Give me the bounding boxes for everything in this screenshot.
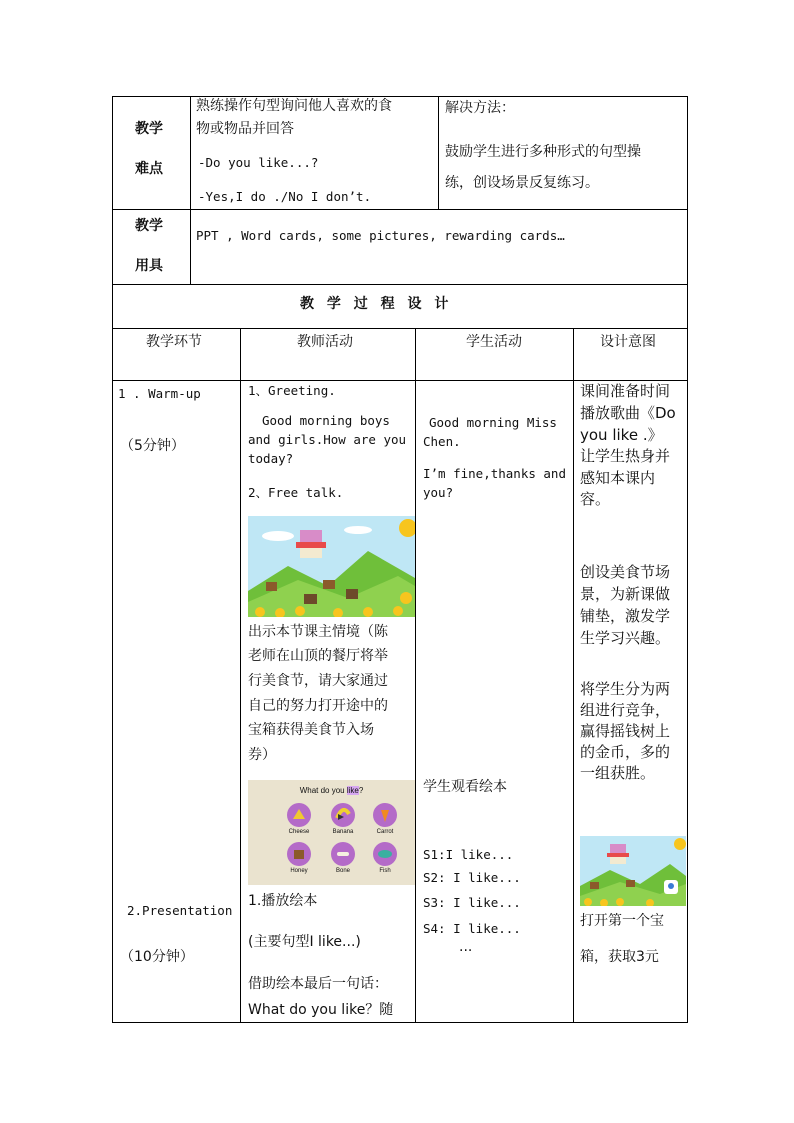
scene-line-2: 老师在山顶的餐厅将举 — [248, 648, 388, 664]
slide-title: What do you like? — [299, 786, 364, 795]
intent-p2-line-1: 创设美食节场 — [580, 563, 671, 581]
intent-p3-line-2: 组进行竞争， — [580, 701, 671, 719]
intent-p3-line-4: 的金币，多的 — [580, 743, 671, 761]
difficulty-line-1: 熟练操作句型询问他人喜欢的食 — [196, 98, 392, 114]
intent-p1-line-3: you like .》 — [580, 426, 663, 444]
solution-line-2: 练，创设场景反复练习。 — [445, 175, 599, 191]
teacher-play-book: 1.播放绘本 — [248, 893, 318, 909]
student-s2: S2: I like... — [423, 870, 521, 885]
food-label-cheese: Cheese — [288, 829, 310, 835]
student-s4: S4: I like... — [423, 921, 521, 936]
teacher-key-sentence: (主要句型I like...) — [248, 934, 361, 950]
scene-line-4: 自己的努力打开途中的 — [248, 698, 388, 714]
aids-label-2: 用具 — [135, 258, 163, 274]
solution-line-1: 鼓励学生进行多种形式的句型操 — [445, 144, 641, 160]
stage-warmup-time: （5分钟） — [120, 438, 185, 454]
intent-p4-line-1: 打开第一个宝 — [580, 913, 664, 929]
row-divider-1 — [112, 209, 688, 210]
teacher-last-line-2: What do you like？随 — [248, 1002, 394, 1018]
food-label-bone: Bone — [335, 868, 350, 874]
col-divider-a — [240, 328, 241, 1022]
scene-line-6: 券） — [248, 747, 276, 763]
intent-p1-line-2: 播放歌曲《Do — [580, 404, 676, 422]
intent-p1-line-1: 课间准备时间 — [580, 382, 671, 400]
aids-content: PPT , Word cards, some pictures, rewarding cards… — [196, 228, 565, 243]
teacher-greeting: 1、Greeting. — [248, 383, 336, 398]
header-stage: 教学环节 — [146, 334, 202, 350]
table-border-left — [112, 96, 113, 1023]
col-divider-c — [573, 328, 574, 1022]
aids-label-1: 教学 — [135, 218, 163, 234]
festival-scene-image — [248, 516, 415, 617]
teacher-free-talk: 2、Free talk. — [248, 485, 344, 500]
row-divider-3 — [112, 328, 688, 329]
student-watch: 学生观看绘本 — [423, 779, 507, 795]
student-s3: S3: I like... — [423, 895, 521, 910]
header-student: 学生活动 — [466, 334, 522, 350]
scene-line-1: 出示本节课主情境（陈 — [248, 624, 388, 640]
difficulty-line-2: 物或物品并回答 — [196, 121, 294, 137]
intent-p3-line-1: 将学生分为两 — [580, 680, 671, 698]
intent-p1-line-4: 让学生热身并 — [580, 447, 671, 465]
sentence-question: -Do you like...? — [198, 155, 319, 170]
food-label-carrot: Carrot — [376, 829, 394, 835]
student-reply-2: I’m fine,thanks and you? — [423, 466, 566, 500]
table-border-bottom — [112, 1022, 688, 1023]
teacher-last-line-1: 借助绘本最后一句话： — [248, 976, 388, 992]
intent-p2-line-2: 景，为新课做 — [580, 585, 671, 603]
difficulty-label-2: 难点 — [135, 161, 163, 177]
scene-line-3: 行美食节，请大家通过 — [248, 673, 388, 689]
food-label-honey: Honey — [290, 868, 308, 874]
picture-book-slide — [248, 780, 415, 885]
solution-title: 解决方法： — [445, 100, 515, 116]
row-divider-2 — [112, 284, 688, 285]
food-label-banana: Banana — [332, 829, 354, 835]
intent-p2-line-3: 铺垫，激发学 — [580, 607, 671, 625]
treasure-box-image — [580, 836, 686, 906]
stage-presentation-time: （10分钟） — [120, 949, 194, 965]
section-title: 教 学 过 程 设 计 — [300, 296, 453, 312]
scene-line-5: 宝箱获得美食节入场 — [248, 722, 374, 738]
student-reply-1: Good morning Miss Chen. — [423, 415, 557, 449]
header-intent: 设计意图 — [600, 334, 656, 350]
col-divider-b — [415, 328, 416, 1022]
header-teacher: 教师活动 — [297, 334, 353, 350]
col-divider-row1 — [438, 96, 439, 209]
intent-p2-line-4: 生学习兴趣。 — [580, 629, 671, 647]
intent-p4-line-2: 箱，获取3元 — [580, 949, 659, 965]
intent-p1-line-6: 容。 — [580, 490, 611, 508]
sentence-answer: -Yes,I do ./No I don’t. — [198, 189, 372, 204]
intent-p1-line-5: 感知本课内 — [580, 469, 656, 487]
stage-presentation: 2.Presentation — [127, 903, 233, 918]
intent-p3-line-3: 赢得摇钱树上 — [580, 722, 671, 740]
stage-warmup: 1 . Warm-up — [118, 386, 201, 401]
student-s1: S1:I like... — [423, 847, 514, 862]
intent-p3-line-5: 一组获胜。 — [580, 764, 656, 782]
difficulty-label-1: 教学 — [135, 121, 163, 137]
teacher-greeting-text: Good morning boys and girls.How are you today? — [248, 413, 407, 466]
col-divider-label — [190, 96, 191, 284]
table-border-right — [687, 96, 688, 1023]
food-label-fish: Fish — [379, 868, 391, 874]
student-dots: ··· — [459, 943, 473, 959]
